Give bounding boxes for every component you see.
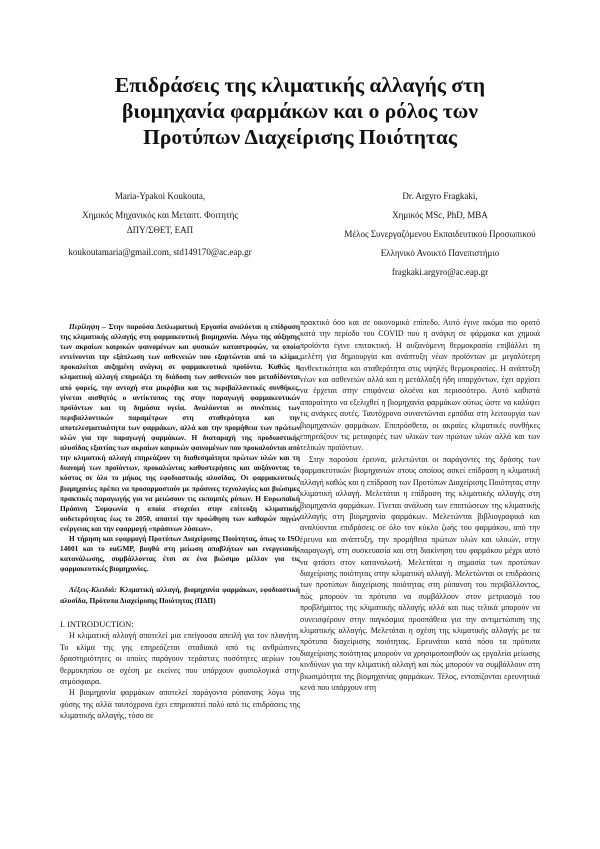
title-line-3: Προτύπων Διαχείρισης Ποιότητας [143, 125, 457, 149]
author-left [60, 187, 260, 262]
right-column [300, 317, 540, 693]
intro-paragraph-1: Η κλιματική αλλαγή αποτελεί μια επείγουσα απειλή για τον πλανήτη. Το κλίμα της γης επηρεάζεται σταδιακά από τις ανθρώπινες δραστηριότητες οι οποίες παράγουν τεράστιες ποσότητες αερίων του θερμοκηπίου σε σχέση με εκείνες που υπάρχουν φυσιολογικά στην ατμόσφαιρα. [60, 631, 300, 686]
keywords-label: Λέξεις-Κλειδιά: [69, 585, 117, 595]
introduction-body [60, 630, 300, 721]
abstract-text-1: Στην παρούσα Διπλωματική Εργασία αναλύεται η επίδραση της κλιματικής αλλαγής στη φαρμακευτική βιομηχανία. Λόγω της αύξησης των ακραίων καιρικών φαινομένων και φυσικών καταστροφών, τα οποία εντείνονται την εξάπλωση των ασθενειών που εξαρτώνται από το κλίμα, προκαλείται αυξημένη ανάγκη σε φαρμακευτικά προϊόντα. Καθώς η κλιματική αλλαγή επηρεάζει τη διάδοση των ασθενειών που μεταδίδονται από φορείς, την αντοχή στα μικρόβια και τις περιβαλλοντικές συνθήκες, γίνεται αισθητός ο αντίκτυπος της στην παραγωγή φαρμακευτικών προϊόντων και τη δημόσια υγεία. Αναλύονται οι συνέπειες των περιβαλλοντικών παραμέτρων στη σταθερότητα και την αποτελεσματικότητα των φαρμάκων, αλλά και την προμήθεια των πρώτων υλών για την παραγωγή φαρμάκων. Η διαταραχή της προδιαστικής αλυσίδας εξαιτίας των ακραίων καιρικών φαινομένων που προκαλούνται από την κλιματική αλλαγή επηρεάζουν τη διαθεσιμότητα πρώτων υλών και τη διανομή των προϊόντων, προκαλώντας καθυστερήσεις και αυξάνοντας το κόστος σε όλο το μήκος της εφοδιαστικής αλυσίδας. Οι φαρμακευτικές βιομηχανίες πρέπει να προσαρμοστούν με πράσινες τεχνολογίες και βιώσιμες πρακτικές παραγωγής για να μειώσουν τις εκπομπές ρύπων. Η Ευρωπαϊκή Πράσινη Συμφωνία η οποία στοχεύει στην επίτευξη κλιματικής ουδετερότητας έως το 2050, απαιτεί την προώθηση των καθαρών πηγών ενέργειας και την εφαρμογή «πράσινων λύσεων». [60, 322, 300, 533]
keywords-text: Κλιματική αλλαγή, βιομηχανία φαρμάκων, εφοδιαστική αλυσίδα, Πρότυπα Διαχείρισης Ποιότητας (ΠΔΠ) [60, 585, 300, 606]
section-heading-introduction: I. INTRODUCTION: [60, 619, 134, 630]
title-line-1: Επιδράσεις της κλιματικής αλλαγής στη [114, 73, 486, 97]
intro-paragraph-2: Η βιομηχανία φαρμάκων αποτελεί παράγοντα ρύπανσης λόγω της φύσης της αλλά ταυτόχρονα έχει επηρεαστεί πολύ από τις επιδράσεις της κλιματικής αλλαγής, τόσο σε [60, 688, 300, 721]
author-right-affiliation: Ελληνικό Ανοικτό Πανεπιστήμιο [380, 248, 500, 258]
author-left-affiliation: ΔΠΥ/ΣΘΕΤ, ΕΑΠ [126, 225, 194, 235]
right-column-body [300, 317, 540, 693]
left-column [60, 322, 300, 722]
abstract-paragraph-1 [60, 322, 300, 534]
right-paragraph-1: πρακτικό όσο και σε οικονομικό επίπεδο. Αυτό έγινε ακόμα πιο ορατό κατά την περίοδο του COVID που η ανάγκη σε φάρμακα και χημικά προϊόντα έγινε επιτακτική. Η αυξανόμενη θερμοκρασία επιβάλλει τη μελέτη για δημιουργία και ανάπτυξη νέων προϊόντων με μεγαλύτερη ανθεκτικότητα και σταθερότητα στις υψηλές θερμοκρασίες. Η ανάπτυξη νέων και ασθενειών αλλά και η μετάλλαξη ήδη υπαρχόντων, έχει αρχίσει να έρχεται στην επιφάνεια ολοένα και περισσότερο. Αυτό καθιστά απαραίτητο να εξελιχθεί η βιομηχανία φαρμάκων ούτως ώστε να καλύψει τις ανάγκες αυτές. Ταυτόχρονα συναντώνται εμπόδια στη λειτουργία των βιομηχανιών φαρμάκων. Επιπρόσθετα, οι ακραίες κλιματικές συνθήκες επηρεάζουν τις μεταφορές των υλικών των πρώτων υλών αλλά και των τελικών προϊόντων. [300, 318, 540, 453]
author-right-name: Dr. Argyro Fragkaki, [402, 191, 478, 201]
author-left-email: koukoutamaria@gmail.com, std149170@ac.eap.gr [68, 247, 252, 257]
title-line-2: βιομηχανία φαρμάκων και ο ρόλος των [122, 99, 478, 123]
abstract [60, 322, 300, 574]
author-left-role: Χημικός Μηχανικός και Μεταπτ. Φοιτητής [82, 210, 238, 220]
author-right-email: fragkaki.argyro@ac.eap.gr [391, 267, 489, 277]
keywords [60, 584, 300, 606]
author-right-role: Χημικός MSc, PhD, MBA [392, 210, 488, 220]
author-right-position: Μέλος Συνεργαζόμενου Εκπαιδευτικού Προσωπικού [344, 229, 536, 239]
abstract-label: Περίληψη – [69, 322, 106, 331]
right-paragraph-2: Στην παρούσα έρευνα, μελετώνται οι παράγοντες της δράσης των φαρμακευτικών βιομηχανιών στους οποίους ασκεί επίδραση η κλιματική αλλαγή καθώς και η επίδραση των Προτύπων Διαχείρισης Ποιότητας στην κλιματική αλλαγή. Μελετάται η επίδραση της κλιματικής αλλαγής στη βιομηχανία φαρμάκων. Γίνεται ανάλυση των επιπτώσεων της κλιματικής αλλαγής στη βιομηχανία φαρμάκων. Μελετώνται βιβλιογραφικά και αναλύονται επιδράσεις σε όλο τον κύκλο ζωής του φαρμάκου, από την έρευνα και ανάπτυξη, την προμήθεια πρώτων υλών και υλικών, στην παραγωγή, στη συσκευασία και στη διακίνηση του φαρμάκου μέχρι αυτό να φτάσει στον καταναλωτή. Μελετάται η σημασία των προτύπων διαχείρισης ποιότητας στην κλιματική αλλαγή. Μελετώνται οι επιδράσεις των προτύπων διαχείρισης ποιότητας στη ρύπανση του περιβάλλοντος, πώς μπορούν τα πρότυπα να συμβάλλουν στον μετριασμό του προβλήματος της κλιματικής αλλαγής αλλά και πως τελικά μπορούν να συνεισφέρουν στην παγκόσμια προσπάθεια για την αντιμετώπιση της κλιματικής αλλαγής. Μελετάται η σχέση της κλιματικής αλλαγής με τα πρότυπα διαχείρισης ποιότητας. Ερευνάται κατά πόσο τα πρότυπα διαχείρισης ποιότητας μπορούν να χρησιμοποιηθούν ως εργαλεία μείωσης κινδύνων για την κλιματική αλλαγή και πώς μπορούν να συμβάλλουν στη βιωσιμότητα της βιομηχανίας φαρμάκων. Τέλος, εντοπίζονται ερευνητικά κενά που υπάρχουν στη [300, 454, 540, 692]
paper-title [40, 72, 560, 150]
author-left-name: Maria-Ypakoi Koukouta, [114, 191, 206, 201]
abstract-paragraph-2: Η τήρηση και εφαρμογή Προτύπων Διαχείρισης Ποιότητας, όπως το ISO 14001 και το euGMP, βοηθά στη μείωση αποβλήτων και ενεργειακής κατανάλωσης, συμβάλλοντας έτσι σε ένα βιώσιμο μέλλον για τις φαρμακευτικές βιομηχανίες. [60, 533, 300, 574]
author-right [320, 187, 560, 282]
